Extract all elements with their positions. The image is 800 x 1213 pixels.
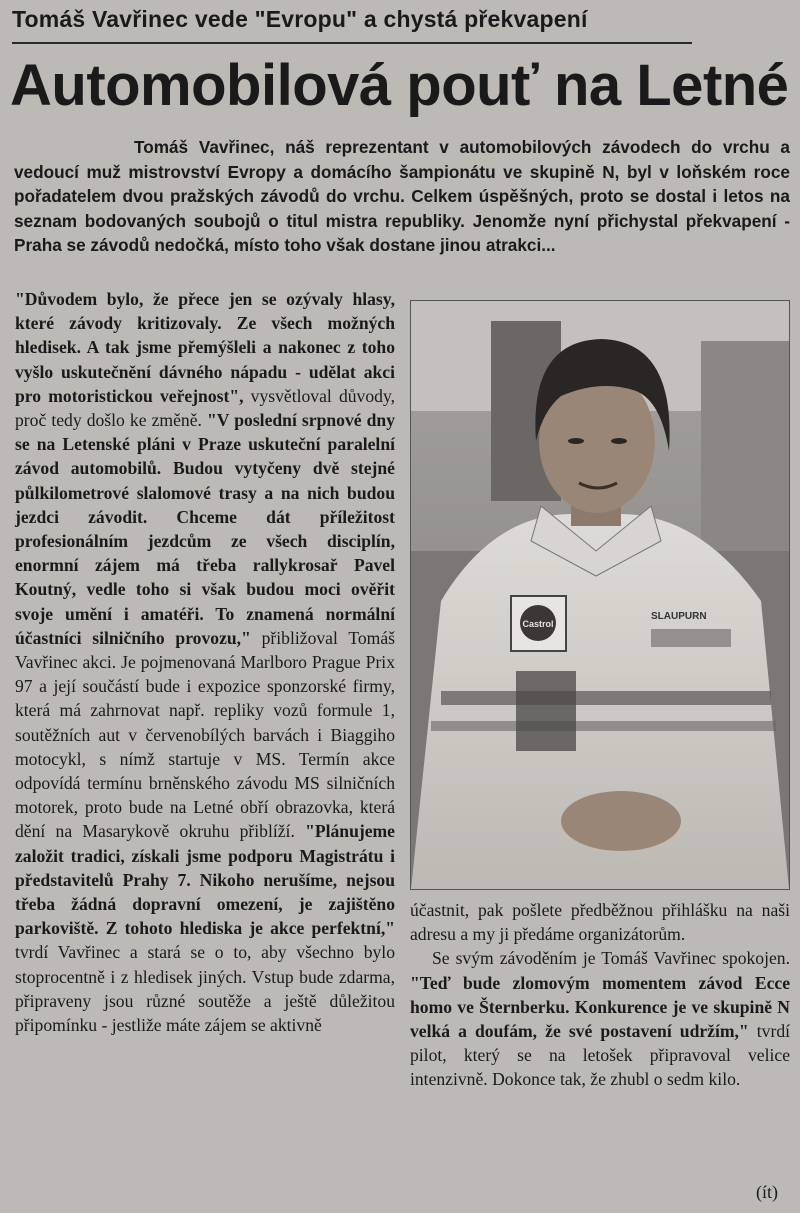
body-left-p4: přibližoval Tomáš Vavřinec akci. Je pojmenovaná Marlboro Prague Prix 97 a její součástí bude i expozice sponzorské firmy, která má zahrnovat např. repliky vozů formule 1, soutěžních aut v červenobílých barvách i Biaggiho motocykl, s nímž startuje v MS. Termín akce odpovídá termínu brněnského závodu MS silničních motorek, proto bude na Letné obří obrazovka, která dění na Masarykově okruhu přiblíží. [15, 627, 395, 842]
body-left-p3: "V poslední srpnové dny se na Letenské pláni v Praze uskuteční paralelní závod automobilů. Budou vytyčeny dvě stejné půlkilometrové slalomové trasy a na nich budou jezdci závodit. Chceme dát příležitost profesionálním jezdcům ze všech disciplín, enormní zájem má třeba rallykrosař Pavel Koutný, vedle toho si však budou moci ověřit svoje umění i amatéři. To znamená normální účastníci silničního provozu," [15, 410, 395, 648]
body-right-p4: tvrdí pilot, který se na letošek připravoval velice intenzivně. Dokonce tak, že zhubl o sedm kilo. [410, 1021, 791, 1090]
body-left-p5: "Plánujeme založit tradici, získali jsme podporu Magistrátu i představitelů Prahy 7. Nikoho nerušíme, nejsou třeba žádná dopravní omezení, je zajištěno parkoviště. Z tohoto hlediska je akce perfektní," [15, 821, 395, 939]
article-lead: Tomáš Vavřinec, náš reprezentant v automobilových závodech do vrchu a vedoucí muž mistrovství Evropy a domácího šampionátu ve skupině N, byl v loňském roce pořadatelem dvou pražských závodů do vrchu. Celkem úspěšných, proto se dostal i letos na seznam bodovaných soubojů o titul mistra republiky. Jenomže nyní přichystal překvapení - Praha se závodů nedočká, místo toho však dostane jinou atrakci... [14, 137, 790, 255]
body-right-p3: "Teď bude zlomovým momentem závod Ecce homo ve Šternberku. Konkurence je ve skupině N velká a doufám, že své postavení udržím," [410, 972, 790, 1042]
kicker-headline: Tomáš Vavřinec vede "Evropu" a chystá překvapení [12, 6, 588, 32]
body-column-right [410, 898, 790, 1092]
body-right-p2: Se svým závoděním je Tomáš Vavřinec spokojen. [432, 948, 790, 969]
body-left-p1: "Důvodem bylo, že přece jen se ozývaly hlasy, které závody kritizovaly. Ze všech možných hledisek. A tak jsme přemýšleli a nakonec z toho vyšlo uskutečnění dávného nápadu - udělat akci pro motoristickou veřejnost", [15, 289, 395, 406]
author-byline: (ít) [756, 1182, 778, 1202]
body-left-p2: vysvětloval důvody, proč tedy došlo ke změně. [15, 385, 395, 431]
body-left-p6: tvrdí Vavřinec a stará se o to, aby všechno bylo stoprocentně i z hledisek jiných. Vstup bude zdarma, připraveny jsou různé soutěže a ještě důležitou připomínku - jestliže máte zájem se aktivně [15, 942, 395, 1036]
badge-left-text: Castrol [522, 619, 554, 629]
kicker-underline [12, 42, 692, 44]
article-headline: Automobilová pouť na Letné [10, 53, 789, 118]
driver-photo-image [411, 301, 789, 889]
body-column-left [15, 287, 395, 1037]
badge-right-text: SLAUPURN [651, 611, 707, 622]
driver-photo [410, 300, 790, 890]
body-right-p1: účastnit, pak pošlete předběžnou přihlášku na naši adresu a my ji předáme organizátorům. [410, 900, 790, 945]
